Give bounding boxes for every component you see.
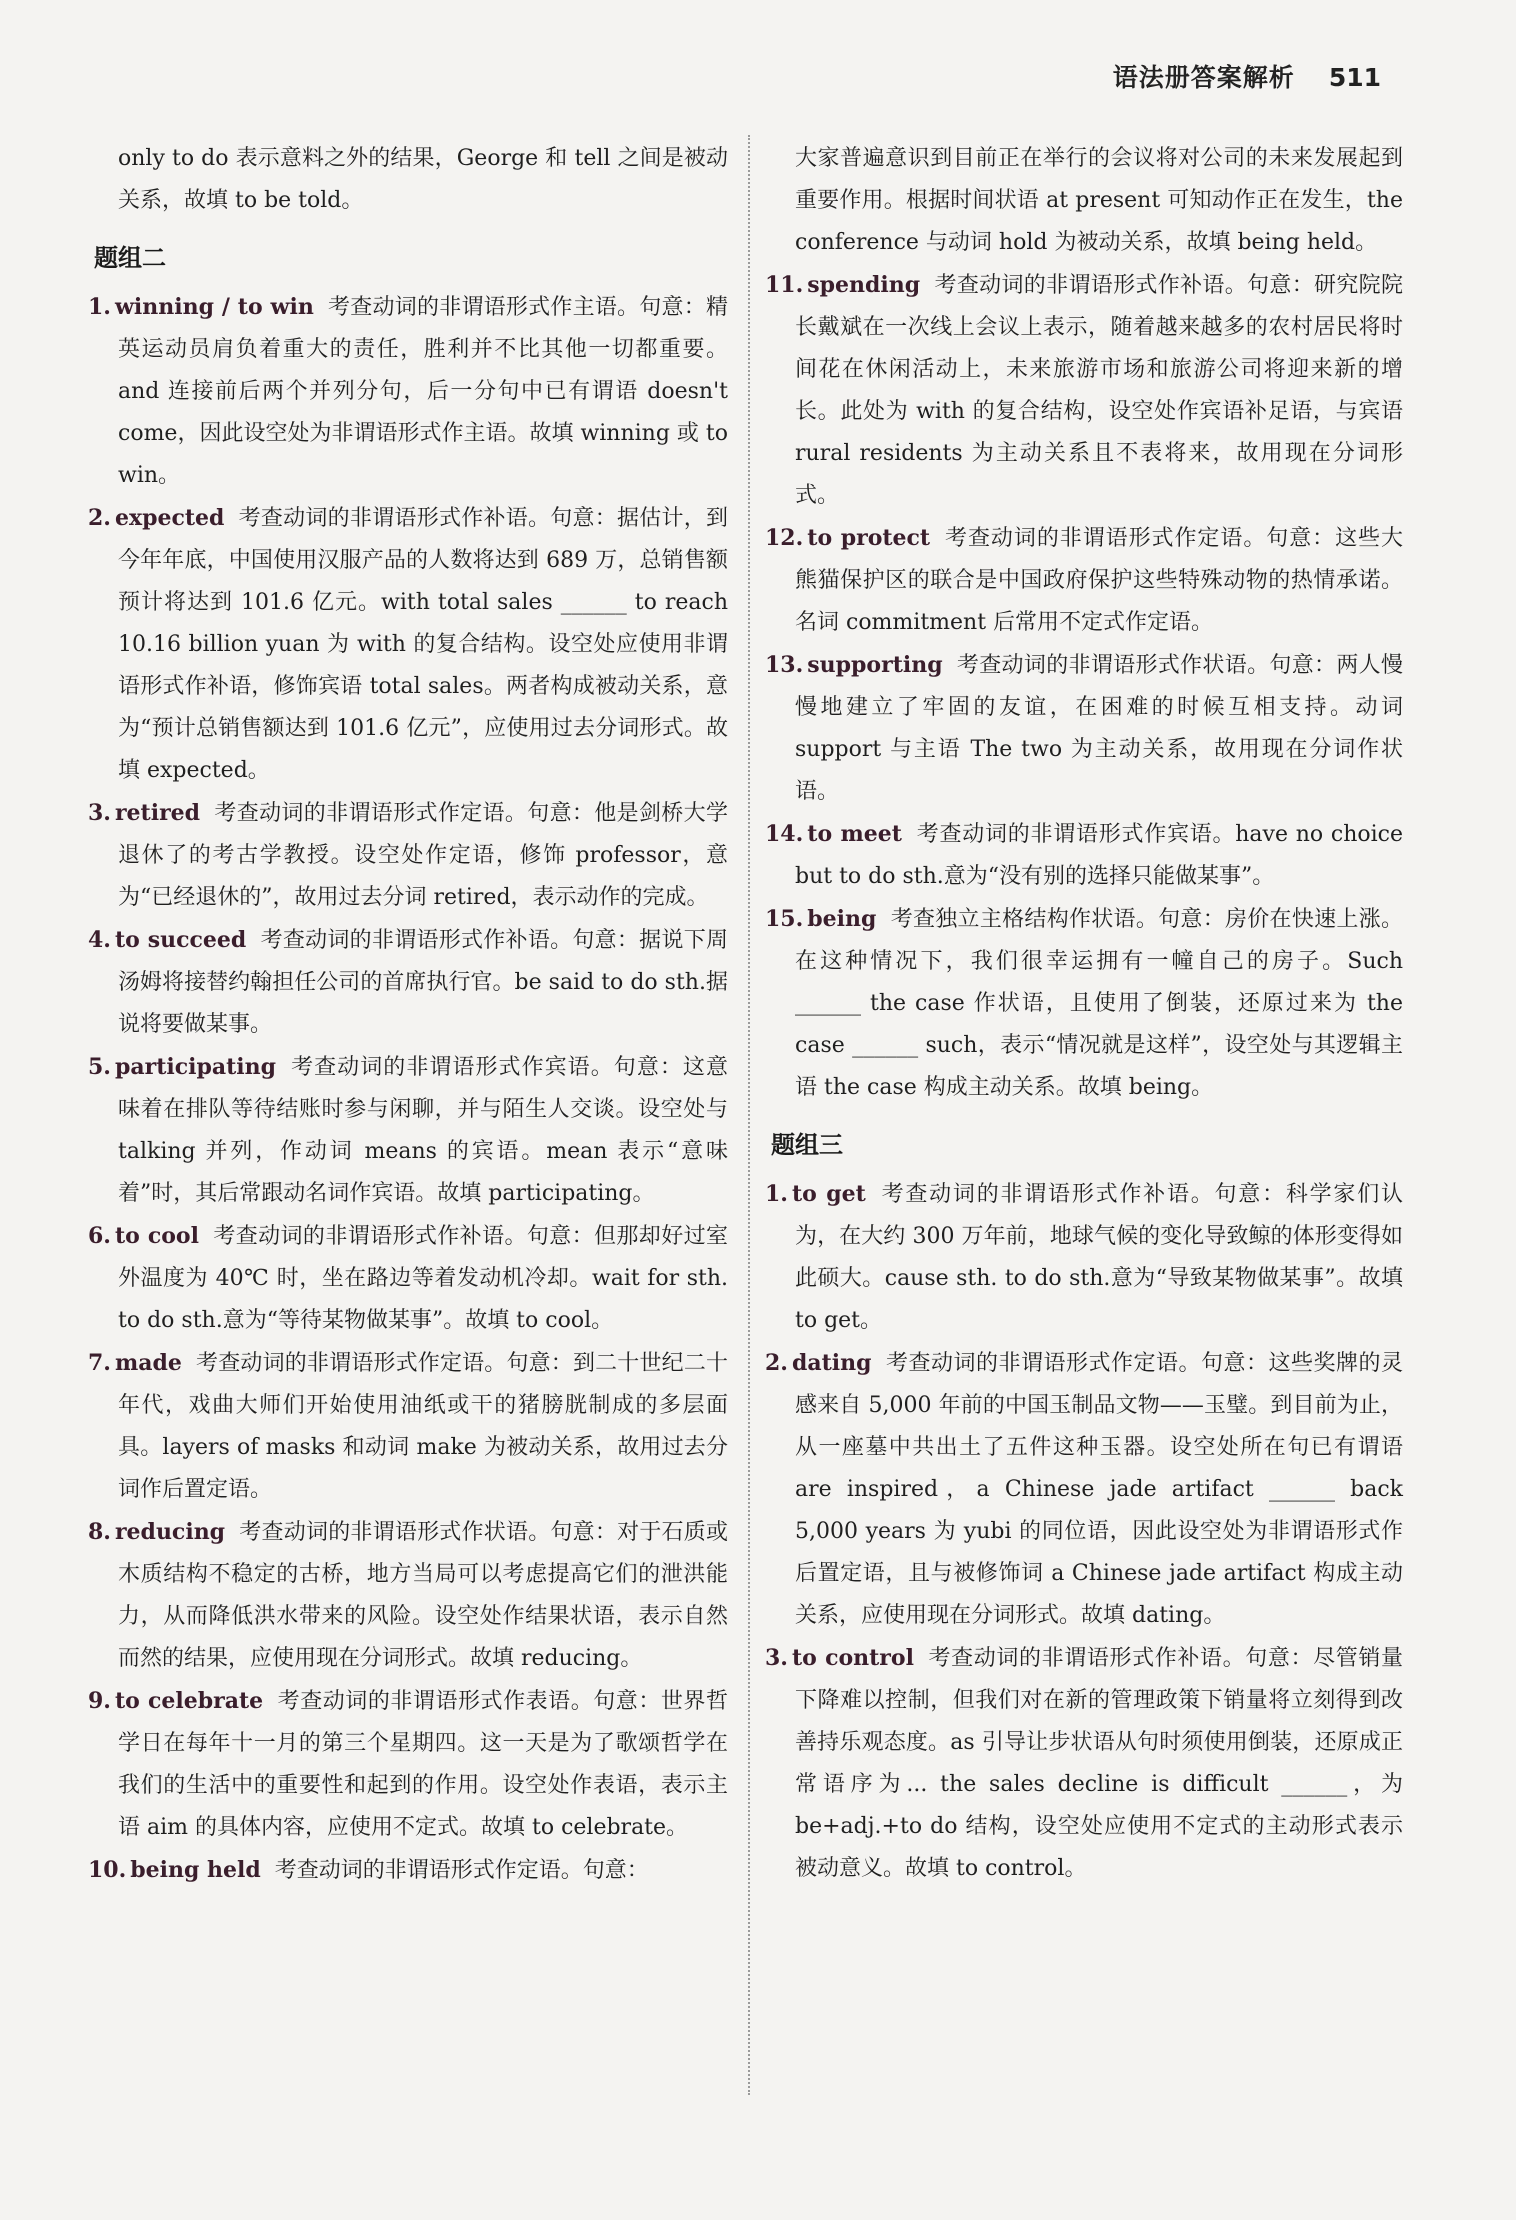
answer-entry [88, 1511, 728, 1680]
answer-word: to cool [114, 1223, 199, 1249]
answer-entry [88, 1342, 728, 1511]
explanation: 考查动词的非谓语形式作状语。句意：对于石质或木质结构不稳定的古桥，地方当局可以考虑提高它们的泄洪能力，从而降低洪水带来的风险。设空处作结果状语，表示自然而然的结果，应使用现在分词形式。故填 reducing。 [118, 1520, 728, 1671]
answer-entry [88, 1849, 728, 1892]
item-number: 10. [88, 1857, 127, 1883]
explanation: 考查动词的非谓语形式作主语。句意：精英运动员肩负着重大的责任，胜利并不比其他一切都重要。and 连接前后两个并列分句，后一分句中已有谓语 doesn't come，因此设空处为非谓语形式作主语。故填 winning 或 to win。 [118, 295, 729, 488]
explanation: 考查动词的非谓语形式作宾语。句意：这意味着在排队等待结账时参与闲聊，并与陌生人交谈。设空处与 talking 并列，作动词 means 的宾语。mean 表示“意味着”时，其后常跟动名词作宾语。故填 participating。 [118, 1055, 728, 1206]
explanation: 考查动词的非谓语形式作补语。句意：研究院院长戴斌在一次线上会议上表示，随着越来越多的农村居民将时间花在休闲活动上，未来旅游市场和旅游公司将迎来新的增长。此处为 with 的复合结构，设空处作宾语补足语，与宾语 rural residents 为主动关系且不表将来，故用现在分词形式。 [795, 273, 1403, 508]
explanation: 考查动词的非谓语形式作补语。句意：科学家们认为，在大约 300 万年前，地球气候的变化导致鲸的体形变得如此硕大。cause sth. to do sth.意为“导致某物做某事”。故填 to get。 [795, 1182, 1403, 1333]
answer-word: expected [114, 505, 225, 531]
explanation: 考查动词的非谓语形式作定语。句意：到二十世纪二十年代，戏曲大师们开始使用油纸或干的猪膀胱制成的多层面具。layers of masks 和动词 make 为被动关系，故用过去分词作后置定语。 [118, 1351, 728, 1502]
item-number: 13. [765, 652, 804, 678]
answer-entry [88, 1046, 728, 1215]
explanation: 考查动词的非谓语形式作表语。句意：世界哲学日在每年十一月的第三个星期四。这一天是为了歌颂哲学在我们的生活中的重要性和起到的作用。设空处作表语，表示主语 aim 的具体内容，应使用不定式。故填 to celebrate。 [118, 1689, 728, 1840]
answer-entry [765, 644, 1403, 813]
header-title: 语法册答案解析 [1112, 63, 1295, 92]
item-number: 7. [88, 1350, 111, 1376]
item-number: 8. [88, 1519, 111, 1545]
item-number: 14. [765, 821, 804, 847]
section-title: 题组三 [771, 1131, 843, 1159]
item-number: 1. [88, 294, 111, 320]
answer-word: being held [130, 1857, 261, 1883]
answer-entry [765, 1637, 1403, 1890]
explanation: 考查动词的非谓语形式作定语。句意：这些大熊猫保护区的联合是中国政府保护这些特殊动物的热情承诺。名词 commitment 后常用不定式作定语。 [795, 526, 1403, 635]
item-number: 1. [765, 1181, 788, 1207]
answer-word: winning / to win [114, 294, 314, 320]
explanation: 考查动词的非谓语形式作补语。句意：但那却好过室外温度为 40℃ 时，坐在路边等着发动机冷却。wait for sth. to do sth.意为“等待某物做某事”。故填 to cool。 [118, 1224, 728, 1333]
answer-entry [88, 919, 728, 1046]
item-number: 2. [88, 505, 111, 531]
column-divider [748, 135, 750, 2095]
item-number: 15. [765, 906, 804, 932]
answer-word: to meet [807, 821, 902, 847]
answer-entry [88, 792, 728, 919]
explanation: 考查动词的非谓语形式作定语。句意：他是剑桥大学退休了的考古学教授。设空处作定语，修饰 professor，意为“已经退休的”，故用过去分词 retired，表示动作的完成。 [118, 801, 728, 910]
item-number: 3. [88, 800, 111, 826]
page-number: 511 [1328, 63, 1381, 92]
answer-word: reducing [114, 1519, 226, 1545]
answer-entry [765, 517, 1403, 644]
left-column [88, 138, 728, 1892]
answer-word: spending [807, 272, 921, 298]
explanation: 考查动词的非谓语形式作补语。句意：据说下周汤姆将接替约翰担任公司的首席执行官。be said to do sth.据说将要做某事。 [118, 928, 728, 1037]
answer-word: supporting [807, 652, 943, 678]
item-number: 2. [765, 1350, 788, 1376]
answer-word: to get [791, 1181, 866, 1207]
page-header [1113, 58, 1381, 94]
item-number: 6. [88, 1223, 111, 1249]
section-title: 题组二 [94, 244, 166, 272]
answer-entry [765, 1342, 1403, 1637]
explanation: 考查动词的非谓语形式作定语。句意： [274, 1858, 649, 1883]
answer-word: participating [114, 1054, 277, 1080]
answer-word: to succeed [114, 927, 247, 953]
item-number: 3. [765, 1645, 788, 1671]
continuation-paragraph: only to do 表示意料之外的结果，George 和 tell 之间是被动关系，故填 to be told。 [118, 146, 728, 213]
continuation-paragraph: 大家普遍意识到目前正在举行的会议将对公司的未来发展起到重要作用。根据时间状语 at present 可知动作正在发生，the conference 与动词 hold 为被动关系，故填 being held。 [795, 146, 1403, 255]
explanation: 考查动词的非谓语形式作补语。句意：据估计，到今年年底，中国使用汉服产品的人数将达到 689 万，总销售额预计将达到 101.6 亿元。with total sales ______ to reach 10.16 billion yuan 为 with 的复合结构。设空处应使用非谓语形式作补语，修饰宾语 total sales。两者构成被动关系，意为“预计总销售额达到 101.6 亿元”，应使用过去分词形式。故填 expected。 [118, 506, 728, 783]
answer-word: made [114, 1350, 182, 1376]
answer-entry [765, 264, 1403, 517]
answer-word: being [807, 906, 877, 932]
item-number: 4. [88, 927, 111, 953]
answer-entry [765, 813, 1403, 898]
answer-entry [88, 1215, 728, 1342]
right-column [765, 138, 1403, 1890]
answer-word: to celebrate [114, 1688, 264, 1714]
answer-entry [88, 497, 728, 792]
answer-entry [88, 286, 728, 497]
answer-word: to control [791, 1645, 914, 1671]
answer-entry [765, 898, 1403, 1109]
item-number: 9. [88, 1688, 111, 1714]
answer-word: dating [791, 1350, 872, 1376]
explanation: 考查动词的非谓语形式作状语。句意：两人慢慢地建立了牢固的友谊，在困难的时候互相支持。动词 support 与主语 The two 为主动关系，故用现在分词作状语。 [795, 653, 1403, 804]
item-number: 11. [765, 272, 804, 298]
item-number: 5. [88, 1054, 111, 1080]
explanation: 考查动词的非谓语形式作补语。句意：尽管销量下降难以控制，但我们对在新的管理政策下销量将立刻得到改善持乐观态度。as 引导让步状语从句时须使用倒装，还原成正常语序为... the sales decline is difficult ______，为 be+adj.+to do 结构，设空处应使用不定式的主动形式表示被动意义。故填 to control。 [795, 1646, 1403, 1881]
explanation: 考查动词的非谓语形式作定语。句意：这些奖牌的灵感来自 5,000 年前的中国玉制品文物——玉璧。到目前为止，从一座墓中共出土了五件这种玉器。设空处所在句已有谓语 are inspired，a Chinese jade artifact ______ back 5,000 years 为 yubi 的同位语，因此设空处为非谓语形式作后置定语，且与被修饰词 a Chinese jade artifact 构成主动关系，应使用现在分词形式。故填 dating。 [795, 1351, 1403, 1628]
explanation: 考查动词的非谓语形式作宾语。have no choice but to do sth.意为“没有别的选择只能做某事”。 [795, 822, 1403, 889]
explanation: 考查独立主格结构作状语。句意：房价在快速上涨。在这种情况下，我们很幸运拥有一幢自己的房子。Such ______ the case 作状语，且使用了倒装，还原过来为 the case ______ such，表示“情况就是这样”，设空处与其逻辑主语 the case 构成主动关系。故填 being。 [795, 907, 1403, 1100]
answer-word: retired [114, 800, 201, 826]
answer-entry [765, 1173, 1403, 1342]
answer-entry [88, 1680, 728, 1849]
answer-word: to protect [807, 525, 931, 551]
item-number: 12. [765, 525, 804, 551]
